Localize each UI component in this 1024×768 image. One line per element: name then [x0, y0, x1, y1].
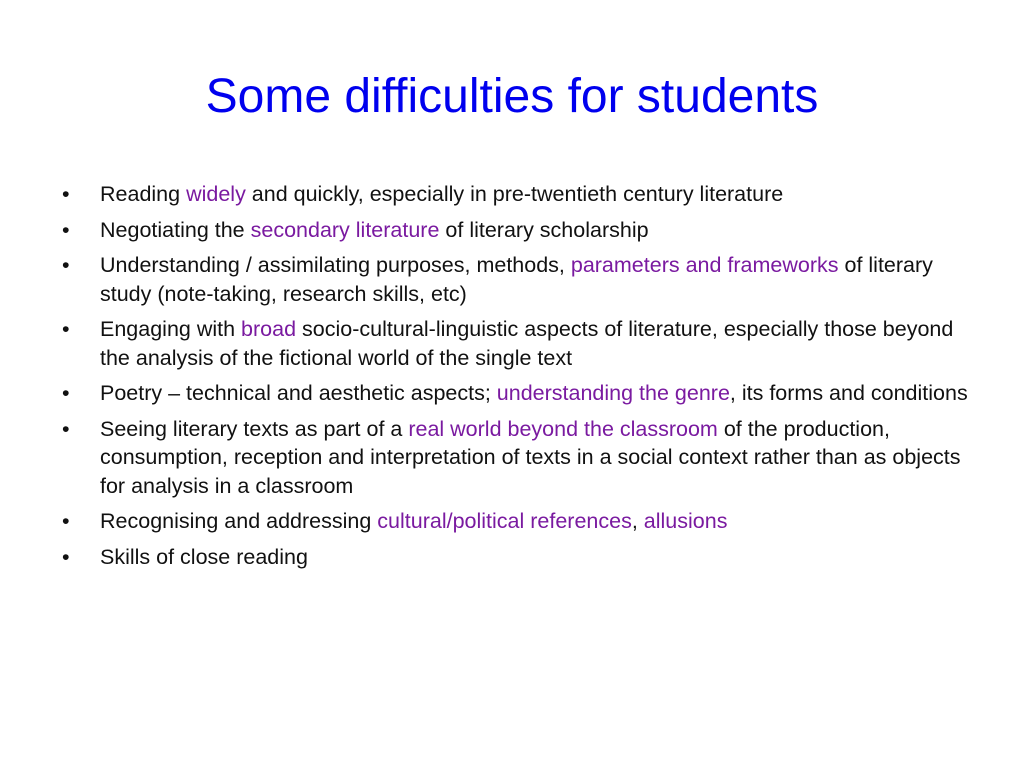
bullet-text: , its forms and conditions: [729, 381, 968, 405]
highlighted-phrase: broad: [241, 317, 297, 341]
bullet-text: Reading: [100, 182, 187, 206]
bullet-text: Negotiating the: [100, 217, 251, 242]
bullet-item: [62, 543, 972, 572]
bullet-icon: •: [62, 509, 70, 533]
highlighted-phrase: understanding the genre: [496, 381, 730, 405]
bullet-list: [62, 180, 972, 578]
bullet-icon: •: [62, 253, 70, 277]
bullet-text: socio-cultural-linguistic aspects of literature, especially those beyond the analysis of the fictional world of the single text: [100, 317, 954, 370]
bullet-item: [62, 216, 972, 245]
bullet-text: of literary scholarship: [439, 217, 649, 242]
bullet-item: [62, 180, 972, 209]
bullet-icon: •: [62, 416, 70, 441]
bullet-icon: •: [62, 182, 70, 206]
bullet-text: of literary study (note-taking, research skills, etc): [100, 253, 933, 306]
bullet-icon: •: [62, 381, 70, 405]
bullet-text: ,: [631, 509, 644, 533]
bullet-text: Seeing literary texts as part of a: [100, 416, 409, 441]
bullet-icon: •: [62, 544, 70, 569]
highlighted-phrase: cultural/political references: [377, 509, 632, 533]
bullet-item: [62, 415, 972, 501]
bullet-text: Poetry – technical and aesthetic aspects;: [100, 381, 497, 405]
bullet-item: [62, 251, 972, 308]
bullet-text: Recognising and addressing: [100, 509, 378, 533]
bullet-text: Engaging with: [100, 317, 242, 341]
bullet-item: [62, 315, 972, 372]
bullet-text: Understanding / assimilating purposes, methods,: [100, 253, 571, 277]
highlighted-phrase: real world beyond the classroom: [408, 416, 718, 441]
bullet-text: and quickly, especially in pre-twentieth century literature: [245, 182, 784, 206]
highlighted-phrase: parameters and frameworks: [570, 253, 839, 277]
highlighted-phrase: widely: [186, 182, 246, 206]
bullet-icon: •: [62, 317, 70, 341]
bullet-text: of the production, consumption, reception and interpretation of texts in a social context rather than as objects for analysis in a classroom: [100, 416, 961, 498]
highlighted-phrase: secondary literature: [250, 217, 440, 242]
bullet-item: [62, 379, 972, 408]
slide-title: Some difficulties for students: [205, 70, 819, 123]
bullet-text: Skills of close reading: [100, 544, 308, 569]
bullet-icon: •: [62, 217, 70, 242]
highlighted-phrase: allusions: [643, 509, 728, 533]
bullet-item: [62, 507, 972, 536]
